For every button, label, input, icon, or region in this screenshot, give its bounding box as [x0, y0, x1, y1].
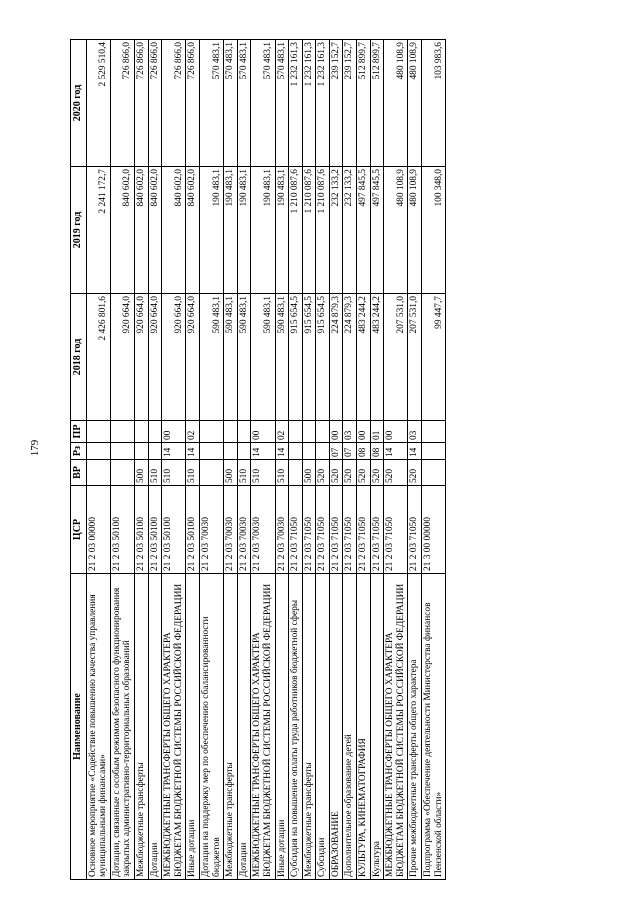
cell-name: МЕЖБЮДЖЕТНЫЕ ТРАНСФЕРТЫ ОБЩЕГО ХАРАКТЕРА БЮДЖЕТАМ БЮДЖЕТНОЙ СИСТЕМЫ РОССИЙСКОЙ ФЕДЕРАЦИИ	[384, 574, 408, 880]
cell-pr: 03	[343, 421, 357, 443]
table-row	[329, 40, 343, 880]
cell-pr	[86, 421, 110, 443]
cell-name: Дотации	[148, 574, 162, 880]
cell-pr	[237, 421, 251, 443]
cell-y2020: 726 866,0	[148, 40, 162, 167]
table-row	[162, 40, 186, 880]
cell-y2019: 1 210 087,6	[302, 167, 316, 294]
header-2019: 2019 год	[71, 167, 87, 294]
table-row	[275, 40, 289, 880]
cell-name: Прочие межбюджетные трансферты общего характера	[408, 574, 422, 880]
cell-y2019: 1 210 087,6	[316, 167, 330, 294]
cell-csr: 21 2 03 50100	[186, 486, 200, 574]
cell-csr: 21 2 03 00000	[86, 486, 110, 574]
cell-y2020: 570 483,1	[237, 40, 251, 167]
cell-name: Межбюджетные трансферты	[224, 574, 238, 880]
cell-vr: 510	[251, 460, 275, 486]
table-row	[316, 40, 330, 880]
cell-y2019: 840 602,0	[134, 167, 148, 294]
cell-name: Иные дотации	[275, 574, 289, 880]
cell-csr: 21 2 03 70030	[237, 486, 251, 574]
table-row	[251, 40, 275, 880]
cell-y2018: 483 244,2	[370, 294, 384, 421]
cell-rz: 14	[162, 443, 186, 460]
cell-y2018: 207 531,0	[384, 294, 408, 421]
cell-y2019: 190 483,1	[199, 167, 223, 294]
cell-vr: 520	[316, 460, 330, 486]
table-row	[384, 40, 408, 880]
header-pr: ПР	[71, 421, 87, 443]
cell-rz	[422, 443, 446, 460]
cell-rz: 08	[357, 443, 371, 460]
cell-vr: 520	[329, 460, 343, 486]
cell-rz: 14	[384, 443, 408, 460]
cell-y2018: 590 483,1	[237, 294, 251, 421]
cell-vr: 500	[224, 460, 238, 486]
cell-y2018: 590 483,1	[224, 294, 238, 421]
header-rz: Рз	[71, 443, 87, 460]
cell-name: Иные дотации	[186, 574, 200, 880]
cell-name: Подпрограмма «Обеспечение деятельности Министерства финансов Пензенской области»	[422, 574, 446, 880]
budget-table	[70, 39, 446, 880]
cell-y2020: 1 232 161,3	[302, 40, 316, 167]
cell-pr	[289, 421, 303, 443]
cell-rz	[224, 443, 238, 460]
cell-y2019: 190 483,1	[237, 167, 251, 294]
cell-rz	[110, 443, 134, 460]
page-number: 179	[29, 439, 41, 457]
cell-csr: 21 2 03 71050	[329, 486, 343, 574]
cell-csr: 21 2 03 70030	[275, 486, 289, 574]
cell-vr	[86, 460, 110, 486]
cell-rz: 14	[186, 443, 200, 460]
table-header	[71, 40, 87, 880]
cell-y2018: 590 483,1	[275, 294, 289, 421]
cell-vr: 520	[384, 460, 408, 486]
table-row	[302, 40, 316, 880]
cell-y2020: 726 866,0	[134, 40, 148, 167]
cell-y2020: 512 899,7	[357, 40, 371, 167]
cell-y2018: 920 664,0	[162, 294, 186, 421]
cell-csr: 21 2 03 70030	[199, 486, 223, 574]
cell-name: ОБРАЗОВАНИЕ	[329, 574, 343, 880]
cell-rz	[134, 443, 148, 460]
cell-csr: 21 2 03 50100	[162, 486, 186, 574]
cell-y2018: 915 654,5	[316, 294, 330, 421]
cell-name: Межбюджетные трансферты	[134, 574, 148, 880]
cell-name: Субсидия на повышение оплаты труда работников бюджетной сферы	[289, 574, 303, 880]
cell-csr: 21 2 03 71050	[408, 486, 422, 574]
cell-pr: 00	[329, 421, 343, 443]
header-2020: 2020 год	[71, 40, 87, 167]
cell-csr: 21 2 03 71050	[357, 486, 371, 574]
table-row	[370, 40, 384, 880]
cell-csr: 21 2 03 71050	[302, 486, 316, 574]
cell-pr	[224, 421, 238, 443]
table-row	[134, 40, 148, 880]
cell-vr	[422, 460, 446, 486]
cell-vr	[199, 460, 223, 486]
cell-pr: 00	[357, 421, 371, 443]
cell-pr: 02	[186, 421, 200, 443]
cell-pr	[302, 421, 316, 443]
cell-y2020: 726 866,0	[162, 40, 186, 167]
cell-rz: 08	[370, 443, 384, 460]
cell-vr: 500	[302, 460, 316, 486]
cell-y2020: 480 108,9	[408, 40, 422, 167]
table-row	[186, 40, 200, 880]
cell-vr: 510	[237, 460, 251, 486]
cell-y2019: 190 483,1	[251, 167, 275, 294]
cell-vr: 520	[357, 460, 371, 486]
cell-name: Межбюджетные трансферты	[302, 574, 316, 880]
table-row	[237, 40, 251, 880]
cell-vr: 500	[134, 460, 148, 486]
cell-name: МЕЖБЮДЖЕТНЫЕ ТРАНСФЕРТЫ ОБЩЕГО ХАРАКТЕРА БЮДЖЕТАМ БЮДЖЕТНОЙ СИСТЕМЫ РОССИЙСКОЙ ФЕДЕРАЦИИ	[251, 574, 275, 880]
cell-rz: 14	[275, 443, 289, 460]
cell-y2018: 99 447,7	[422, 294, 446, 421]
table-row	[199, 40, 223, 880]
table-row	[289, 40, 303, 880]
cell-name: Дополнительное образование детей	[343, 574, 357, 880]
cell-y2019: 840 602,0	[110, 167, 134, 294]
header-2018: 2018 год	[71, 294, 87, 421]
cell-y2019: 1 210 087,6	[289, 167, 303, 294]
cell-pr: 00	[384, 421, 408, 443]
cell-csr: 21 2 03 71050	[316, 486, 330, 574]
cell-y2018: 224 879,3	[343, 294, 357, 421]
cell-name: Культура	[370, 574, 384, 880]
table-row	[343, 40, 357, 880]
cell-csr: 21 2 03 70030	[251, 486, 275, 574]
cell-csr: 21 2 03 50100	[148, 486, 162, 574]
cell-y2018: 915 654,5	[302, 294, 316, 421]
cell-pr	[110, 421, 134, 443]
table-row	[224, 40, 238, 880]
cell-rz	[302, 443, 316, 460]
cell-y2020: 570 483,1	[251, 40, 275, 167]
cell-y2018: 207 531,0	[408, 294, 422, 421]
cell-y2019: 232 133,2	[343, 167, 357, 294]
cell-y2020: 570 483,1	[275, 40, 289, 167]
cell-y2020: 239 152,7	[343, 40, 357, 167]
cell-y2020: 2 529 510,4	[86, 40, 110, 167]
cell-pr: 01	[370, 421, 384, 443]
cell-pr	[134, 421, 148, 443]
cell-y2019: 232 133,2	[329, 167, 343, 294]
cell-y2020: 1 232 161,3	[316, 40, 330, 167]
rotated-page	[70, 40, 590, 880]
cell-vr: 510	[148, 460, 162, 486]
cell-csr: 21 3 00 00000	[422, 486, 446, 574]
cell-name: Основное мероприятие «Содействие повышению качества управления муниципальными финансами»	[86, 574, 110, 880]
cell-pr: 00	[162, 421, 186, 443]
cell-y2018: 920 664,0	[148, 294, 162, 421]
cell-y2019: 840 602,0	[148, 167, 162, 294]
cell-name: МЕЖБЮДЖЕТНЫЕ ТРАНСФЕРТЫ ОБЩЕГО ХАРАКТЕРА БЮДЖЕТАМ БЮДЖЕТНОЙ СИСТЕМЫ РОССИЙСКОЙ ФЕДЕРАЦИИ	[162, 574, 186, 880]
cell-y2018: 483 244,2	[357, 294, 371, 421]
cell-csr: 21 2 03 71050	[343, 486, 357, 574]
cell-y2019: 480 108,9	[408, 167, 422, 294]
cell-vr	[289, 460, 303, 486]
cell-vr: 510	[275, 460, 289, 486]
cell-y2020: 570 483,1	[224, 40, 238, 167]
cell-vr: 520	[408, 460, 422, 486]
cell-name: КУЛЬТУРА, КИНЕМАТОГРАФИЯ	[357, 574, 371, 880]
table-row	[408, 40, 422, 880]
cell-rz: 14	[251, 443, 275, 460]
cell-pr: 00	[251, 421, 275, 443]
cell-vr: 510	[186, 460, 200, 486]
cell-csr: 21 2 03 71050	[289, 486, 303, 574]
cell-name: Дотации	[237, 574, 251, 880]
cell-pr: 03	[408, 421, 422, 443]
cell-y2019: 190 483,1	[224, 167, 238, 294]
cell-y2020: 726 866,0	[186, 40, 200, 167]
cell-rz	[316, 443, 330, 460]
cell-y2020: 570 483,1	[199, 40, 223, 167]
cell-rz	[289, 443, 303, 460]
table-row	[357, 40, 371, 880]
cell-y2019: 840 602,0	[162, 167, 186, 294]
cell-pr	[199, 421, 223, 443]
table-row	[422, 40, 446, 880]
cell-csr: 21 2 03 71050	[370, 486, 384, 574]
cell-name: Дотации на поддержку мер по обеспечению сбалансированности бюджетов	[199, 574, 223, 880]
cell-y2019: 2 241 172,7	[86, 167, 110, 294]
cell-y2020: 103 983,6	[422, 40, 446, 167]
cell-y2019: 840 602,0	[186, 167, 200, 294]
cell-csr: 21 2 03 71050	[384, 486, 408, 574]
cell-y2018: 224 879,3	[329, 294, 343, 421]
cell-y2019: 100 348,0	[422, 167, 446, 294]
cell-csr: 21 2 03 70030	[224, 486, 238, 574]
cell-vr: 520	[370, 460, 384, 486]
cell-y2019: 497 845,5	[370, 167, 384, 294]
header-vr: ВР	[71, 460, 87, 486]
cell-csr: 21 2 03 50100	[134, 486, 148, 574]
cell-rz	[86, 443, 110, 460]
cell-y2018: 915 654,5	[289, 294, 303, 421]
cell-y2020: 512 899,7	[370, 40, 384, 167]
cell-pr	[316, 421, 330, 443]
cell-pr	[148, 421, 162, 443]
cell-rz: 07	[343, 443, 357, 460]
cell-rz: 14	[408, 443, 422, 460]
cell-y2020: 480 108,9	[384, 40, 408, 167]
header-name: Наименование	[71, 574, 87, 880]
cell-y2018: 920 664,0	[110, 294, 134, 421]
cell-y2020: 239 152,7	[329, 40, 343, 167]
cell-y2020: 1 232 161,3	[289, 40, 303, 167]
table-row	[86, 40, 110, 880]
cell-y2019: 497 845,5	[357, 167, 371, 294]
cell-y2019: 480 108,9	[384, 167, 408, 294]
cell-y2018: 920 664,0	[186, 294, 200, 421]
cell-pr	[422, 421, 446, 443]
cell-vr: 510	[162, 460, 186, 486]
cell-y2018: 590 483,1	[199, 294, 223, 421]
cell-y2018: 2 426 801,6	[86, 294, 110, 421]
cell-vr: 520	[343, 460, 357, 486]
header-row	[71, 40, 87, 880]
cell-name: Субсидии	[316, 574, 330, 880]
cell-rz	[237, 443, 251, 460]
cell-rz	[199, 443, 223, 460]
cell-pr: 02	[275, 421, 289, 443]
cell-y2018: 590 483,1	[251, 294, 275, 421]
table-row	[148, 40, 162, 880]
cell-y2019: 190 483,1	[275, 167, 289, 294]
cell-y2020: 726 866,0	[110, 40, 134, 167]
cell-csr: 21 2 03 50100	[110, 486, 134, 574]
header-csr: ЦСР	[71, 486, 87, 574]
table-row	[110, 40, 134, 880]
cell-y2018: 920 664,0	[134, 294, 148, 421]
cell-rz: 07	[329, 443, 343, 460]
cell-vr	[110, 460, 134, 486]
table-body	[86, 40, 446, 880]
cell-name: Дотации, связанные с особым режимом безопасного функционирования закрытых административно-территориальных образований	[110, 574, 134, 880]
cell-rz	[148, 443, 162, 460]
